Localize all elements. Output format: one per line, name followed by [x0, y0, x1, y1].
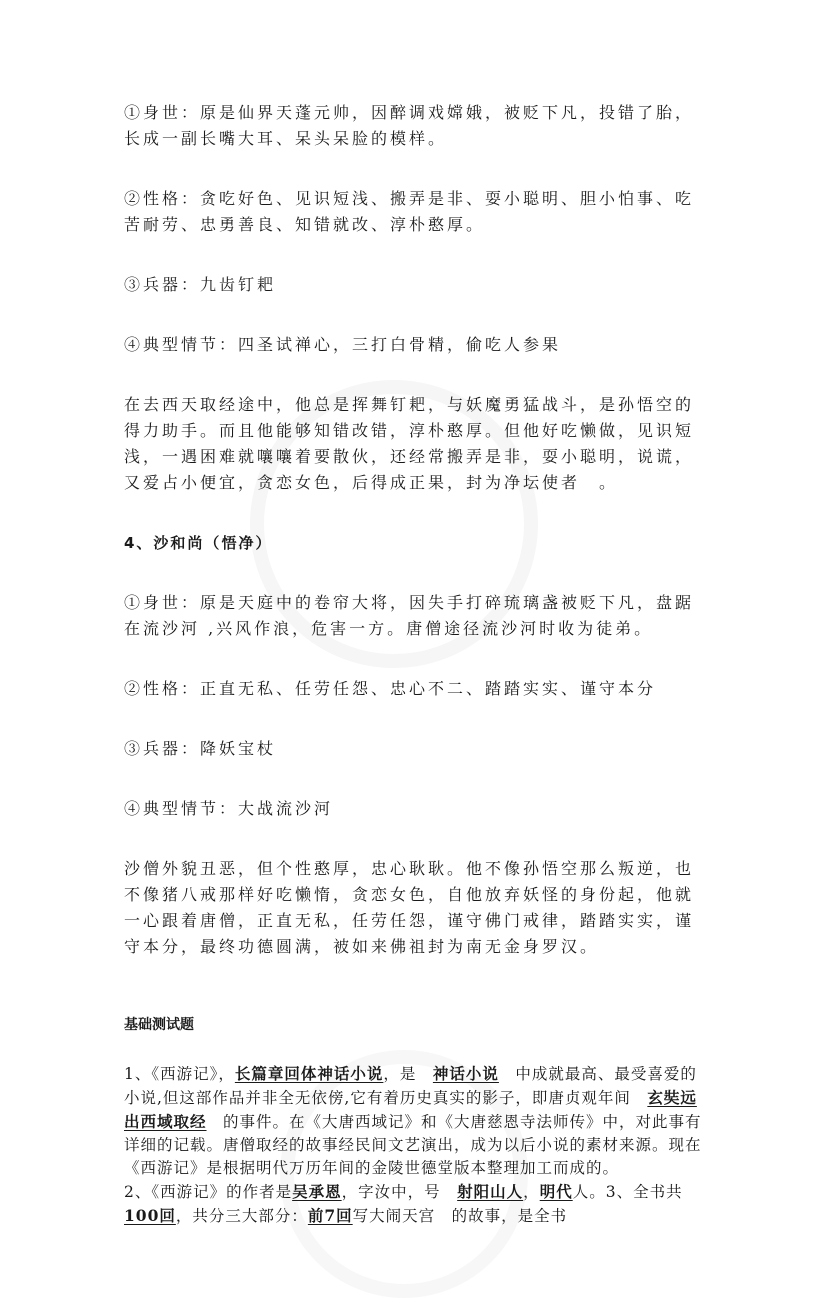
- q2-text-4: 人。3、全书共: [572, 1183, 700, 1201]
- document-body: [124, 100, 704, 1228]
- q1-answer-1: 长篇章回体神话小说: [234, 1064, 384, 1083]
- q1-text-1: 1、《西游记》，: [124, 1065, 235, 1083]
- zhu-plots: ④典型情节：四圣试禅心，三打白骨精，偷吃人参果: [124, 335, 562, 354]
- q2-answer-dynasty: 明代: [539, 1182, 573, 1201]
- q1-answer-3: 玄奘远出西域取经: [124, 1088, 697, 1131]
- quiz-section: [124, 1062, 704, 1228]
- zhu-background: ①身世：原是仙界天蓬元帅，因醉调戏嫦娥，被贬下凡，投错了胎，长成一副长嘴大耳、呆头呆脸的模样。: [124, 103, 695, 148]
- sha-background: ①身世：原是天庭中的卷帘大将，因失手打碎琉璃盏被贬下凡，盘踞在流沙河 ,兴风作浪，危害一方。唐僧途径流沙河时收为徒弟。: [124, 593, 695, 638]
- q2-answer-pseudonym: 射阳山人: [457, 1182, 524, 1201]
- q2-text-2: ，字汝中，号: [341, 1183, 458, 1201]
- sha-weapon: ③兵器：降妖宝杖: [124, 739, 277, 758]
- zhu-weapon: ③兵器：九齿钉耙: [124, 275, 277, 294]
- q1-answer-2: 神话小说: [432, 1064, 499, 1083]
- sha-personality: ②性格：正直无私、任劳任怨、忠心不二、踏踏实实、谨守本分: [124, 679, 657, 698]
- q1-text-4: 的事件。在《大唐西域记》和《大唐慈恩寺法师传》中，对此事有详细的记载。唐僧取经的故事经民间文艺演出，成为以后小说的素材来源。现在《西游记》是根据明代万历年间的金陵世德堂版本整理加工而成的。: [124, 1113, 702, 1177]
- sha-plots: ④典型情节：大战流沙河: [124, 799, 334, 818]
- quiz-question-2: [124, 1180, 704, 1228]
- q2-text-3: ，: [523, 1183, 540, 1201]
- q3-answer-chapters: 100回: [124, 1206, 176, 1225]
- q1-text-3: 中成就最高、最受喜爱的小说,但这部作品并非全无依傍,它有着历史真实的影子，即唐贞观年间: [124, 1065, 697, 1107]
- zhu-summary: 在去西天取经途中，他总是挥舞钉耙，与妖魔勇猛战斗，是孙悟空的得力助手。而且他能够知错改错，淳朴憨厚。但他好吃懒做，见识短浅，一遇困难就嚷嚷着要散伙，还经常搬弄是非，耍小聪明，说谎，又爱占小便宜，贪恋女色，后得成正果，封为净坛使者 。: [124, 395, 695, 492]
- q3-answer-first-part: 前7回: [307, 1206, 353, 1225]
- quiz-question-1: [124, 1062, 704, 1180]
- q2-text-5: ，共分三大部分：: [175, 1207, 308, 1225]
- q1-text-2: ，是: [383, 1065, 433, 1083]
- q2-answer-author: 吴承恩: [292, 1182, 342, 1201]
- q2-text-6: 写大闹天宫 的故事，是全书: [352, 1207, 568, 1225]
- sha-summary: 沙僧外貌丑恶，但个性憨厚，忠心耿耿。他不像孙悟空那么叛逆，也不像猪八戒那样好吃懒惰，贪恋女色，自他放弃妖怪的身份起，他就一心跟着唐僧，正直无私，任劳任怨，谨守佛门戒律，踏踏实实，谨守本分，最终功德圆满，被如来佛祖封为南无金身罗汉。: [124, 859, 695, 956]
- sha-heading: 4、沙和尚（悟净）: [124, 534, 273, 552]
- q2-text-1: 2、《西游记》的作者是: [124, 1183, 293, 1201]
- quiz-title: 基础测试题: [124, 1017, 194, 1033]
- zhu-personality: ②性格：贪吃好色、见识短浅、搬弄是非、耍小聪明、胆小怕事、吃苦耐劳、忠勇善良、知错就改、淳朴憨厚。: [124, 189, 695, 234]
